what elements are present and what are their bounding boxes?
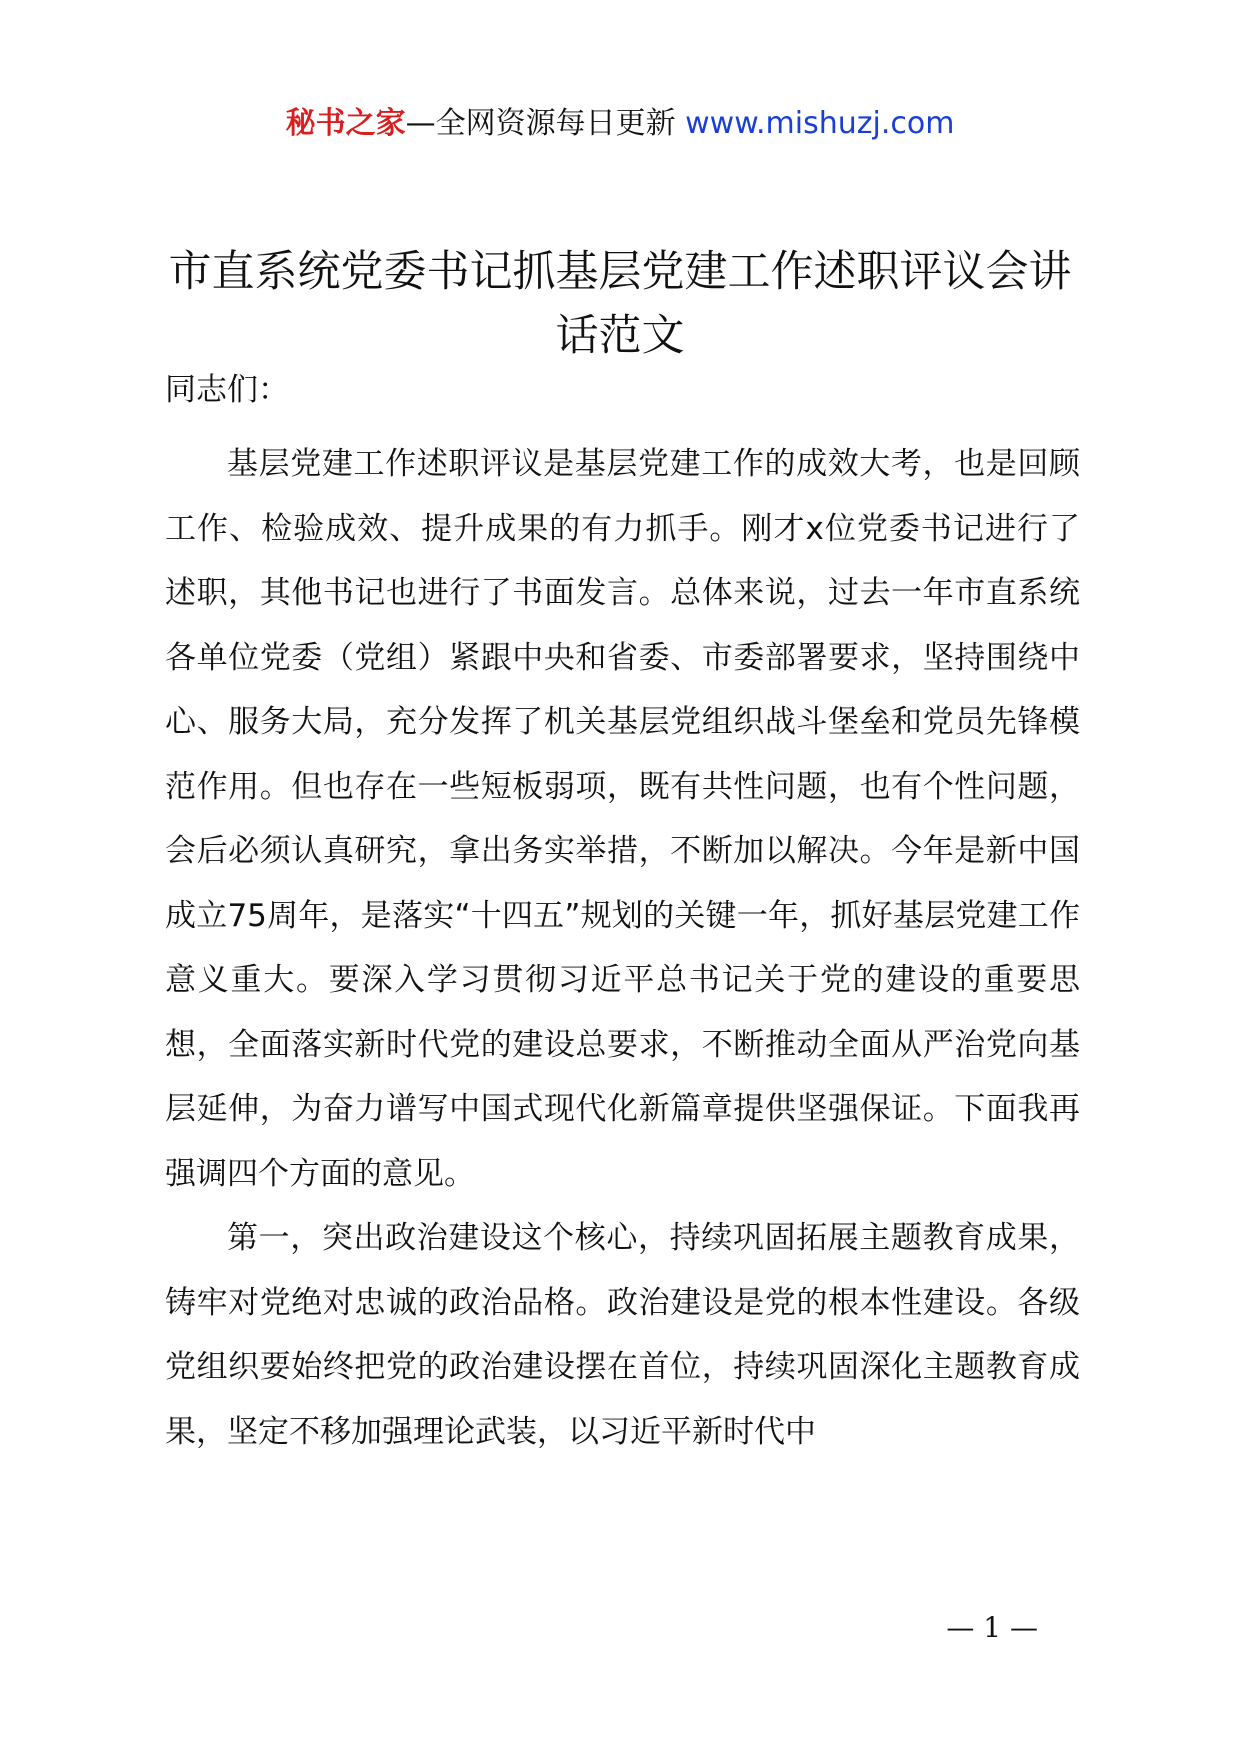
document-title: 市直系统党委书记抓基层党建工作述职评议会讲话范文	[168, 247, 1072, 361]
header-tagline: —全网资源每日更新	[405, 106, 686, 141]
brand-name: 秘书之家	[285, 106, 406, 141]
page-number	[0, 1610, 1240, 1646]
document-body	[165, 432, 1080, 1464]
body-paragraph: 基层党建工作述职评议是基层党建工作的成效大考，也是回顾工作、检验成效、提升成果的有力抓手。刚才x位党委书记进行了述职，其他书记也进行了书面发言。总体来说，过去一年市直系统各单位党委（党组）紧跟中央和省委、市委部署要求，坚持围绕中心、服务大局，充分发挥了机关基层党组织战斗堡垒和党员先锋模范作用。但也存在一些短板弱项，既有共性问题，也有个性问题，会后必须认真研究，拿出务实举措，不断加以解决。今年是新中国成立75周年，是落实“十四五”规划的关键一年，抓好基层党建工作意义重大。要深入学习贯彻习近平总书记关于党的建设的重要思想，全面落实新时代党的建设总要求，不断推动全面从严治党向基层延伸，为奋力谱写中国式现代化新篇章提供坚强保证。下面我再强调四个方面的意见。	[165, 446, 1080, 1192]
body-paragraph: 第一，突出政治建设这个核心，持续巩固拓展主题教育成果，铸牢对党绝对忠诚的政治品格。政治建设是党的根本性建设。各级党组织要始终把党的政治建设摆在首位，持续巩固深化主题教育成果，坚定不移加强理论武装，以习近平新时代中	[165, 1220, 1080, 1450]
site-url-link[interactable]: www.mishuzj.com	[685, 106, 955, 141]
page-number-label: — 1 —	[946, 1611, 1038, 1644]
site-header	[0, 104, 1240, 144]
salutation: 同志们：	[165, 372, 289, 408]
